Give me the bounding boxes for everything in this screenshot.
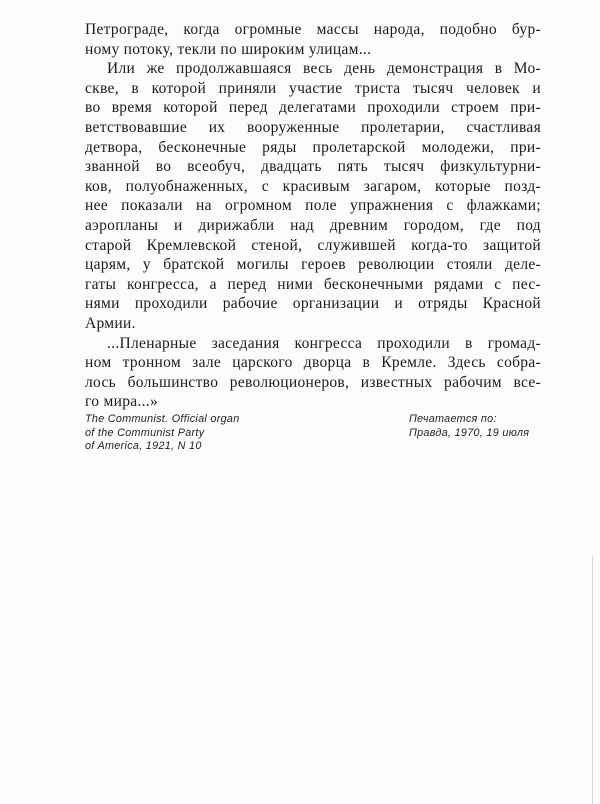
text-line: старой Кремлевской стеной, служившей когда-то защитой xyxy=(85,236,541,254)
text-line: Петрограде, когда огромные массы народа, подобно бур- xyxy=(85,21,541,38)
source-attribution xyxy=(85,413,541,454)
page-edge-shadow xyxy=(592,556,593,804)
paragraph xyxy=(85,334,541,412)
text-line: Армии. xyxy=(85,314,136,332)
source-line: of the Communist Party xyxy=(85,426,205,439)
paragraph xyxy=(85,20,541,59)
text-line: гаты конгресса, а перед ними бесконечными рядами с пес- xyxy=(85,275,541,293)
text-line: аэропланы и дирижабли над древним городом, где под xyxy=(85,216,541,234)
text-line: ...Пленарные заседания конгресса проходили в громад- xyxy=(107,334,541,352)
source-line: Печатается по: xyxy=(409,413,497,425)
text-line: нями проходили рабочие организации и отряды Красной xyxy=(85,295,541,313)
source-reprint xyxy=(409,413,541,454)
text-line: детвора, бесконечные ряды пролетарской молодежи, при- xyxy=(85,138,541,156)
text-line: лось большинство революционеров, известных рабочим все- xyxy=(85,373,541,391)
text-line: нее показали на огромном поле упражнения с флажками; xyxy=(85,197,541,215)
source-line: The Communist. Official organ xyxy=(85,413,240,425)
text-line: скве, в которой приняли участие триста тысяч человек и xyxy=(85,79,541,97)
text-line: ков, полуобнаженных, с красивым загаром, которые позд- xyxy=(85,177,541,195)
text-line: ном тронном зале царского дворца в Кремле. Здесь собра- xyxy=(85,354,541,372)
text-line: ветствовавшие их вооруженные пролетарии, счастливая xyxy=(85,118,541,136)
text-line: во время которой перед делегатами проходили строем при- xyxy=(85,99,541,117)
text-line: ному потоку, текли по широким улицам... xyxy=(85,40,372,58)
source-original xyxy=(85,413,240,454)
source-line: Правда, 1970, 19 июля xyxy=(409,426,530,439)
source-line: of America, 1921, N 10 xyxy=(85,440,202,452)
paragraph xyxy=(85,59,541,333)
text-line: Или же продолжавшаяся весь день демонстрация в Мо- xyxy=(107,60,541,78)
text-line: го мира...» xyxy=(85,393,159,411)
body-text xyxy=(85,20,541,412)
text-line: званной во всеобуч, двадцать пять тысяч физкультурни- xyxy=(85,158,541,176)
text-line: царям, у братской могилы героев революции стояли деле- xyxy=(85,256,541,274)
